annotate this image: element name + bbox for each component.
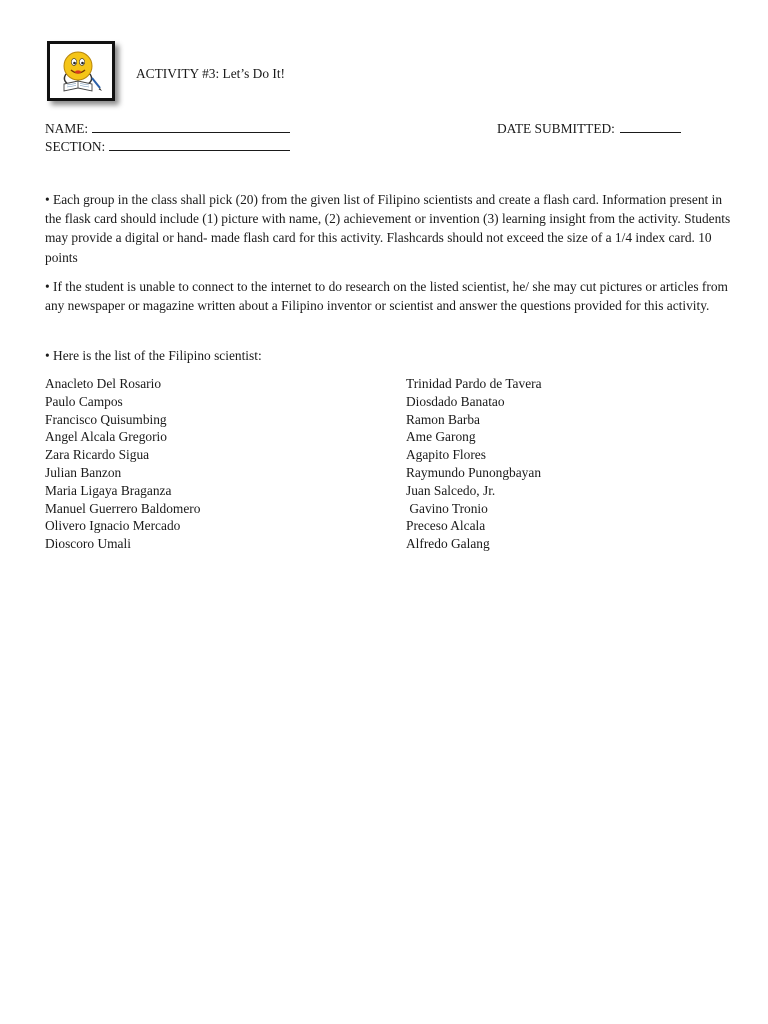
list-item: Preceso Alcala <box>406 518 486 534</box>
list-item: Maria Ligaya Braganza <box>45 482 172 498</box>
list-item: Diosdado Banatao <box>406 393 505 409</box>
list-item: Francisco Quisumbing <box>45 411 167 427</box>
date-submitted-field <box>497 119 681 138</box>
instruction-paragraph: • If the student is unable to connect to the internet to do research on the listed scientist, he/ she may cut pictures or articles from any newspaper or magazine written about a Filipino inventor or scientist and answer the questions provided for this activity. <box>45 279 728 314</box>
list-item: Raymundo Punongbayan <box>406 464 542 480</box>
list-item: Anacleto Del Rosario <box>45 376 162 391</box>
header-logo <box>47 41 115 101</box>
list-item: Olivero Ignacio Mercado <box>45 518 181 534</box>
list-item: Manuel Guerrero Baldomero <box>45 500 201 516</box>
list-intro: • Here is the list of the Filipino scientist: <box>45 348 262 363</box>
name-label: NAME: <box>45 121 89 136</box>
scientist-list-right <box>406 375 736 553</box>
scientist-list-left <box>45 375 375 553</box>
section-label: SECTION: <box>45 139 106 154</box>
list-item: Gavino Tronio <box>406 500 488 516</box>
list-item: Juan Salcedo, Jr. <box>406 482 496 498</box>
date-submitted-label: DATE SUBMITTED: <box>497 121 615 136</box>
list-item: Julian Banzon <box>45 464 122 480</box>
name-blank-line[interactable] <box>92 119 290 133</box>
list-item: Ramon Barba <box>406 411 481 427</box>
activity-title: ACTIVITY #3: Let’s Do It! <box>136 66 286 81</box>
list-item: Ame Garong <box>406 429 476 445</box>
date-submitted-blank-line[interactable] <box>620 119 681 133</box>
list-item: Alfredo Galang <box>406 536 490 552</box>
instruction-paragraph: • Each group in the class shall pick (20) from the given list of Filipino scientists and create a flash card. Information present in the flask card should include (1) picture with name, (2) achievement or invention (3) learning insight from the activity. Students may provide a digital or hand- made flash card for this activity. Flashcards should not exceed the size of a 1/4 index card. 10 points <box>45 192 731 265</box>
list-item: Agapito Flores <box>406 447 486 463</box>
section-blank-line[interactable] <box>109 137 290 151</box>
name-field <box>45 119 290 138</box>
list-item: Trinidad Pardo de Tavera <box>406 376 542 391</box>
list-item: Angel Alcala Gregorio <box>45 429 167 445</box>
smiley-reading-book-icon <box>50 44 112 98</box>
list-item: Zara Ricardo Sigua <box>45 447 150 463</box>
section-field <box>45 137 290 156</box>
list-item: Paulo Campos <box>45 393 123 409</box>
list-item: Dioscoro Umali <box>45 536 131 552</box>
